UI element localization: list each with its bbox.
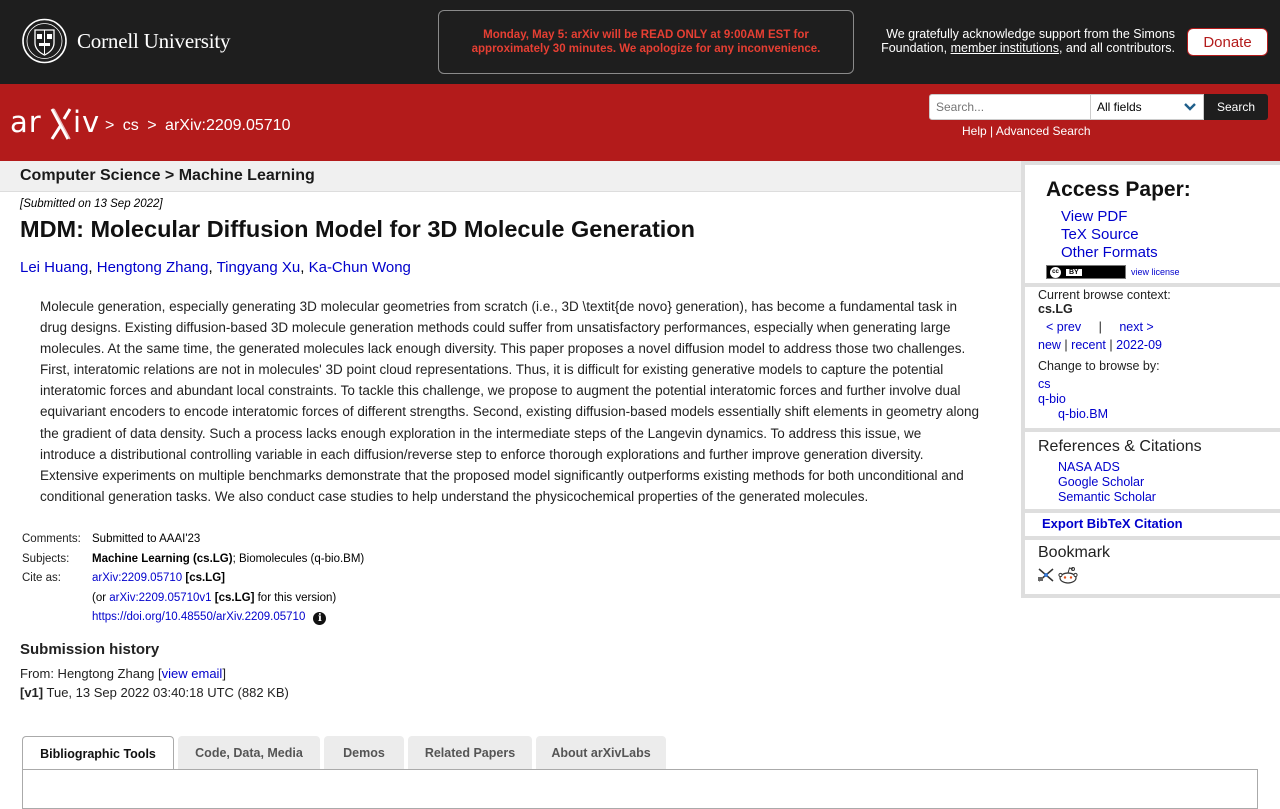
cc-by-license-badge[interactable] [1046, 265, 1126, 279]
other-formats-link[interactable]: Other Formats [1061, 244, 1158, 261]
submission-history-heading: Submission history [20, 641, 160, 658]
cornell-university-label: Cornell University [77, 28, 231, 53]
new-link[interactable]: new [1038, 338, 1061, 352]
listing-nav [1038, 338, 1162, 352]
comments-value: Submitted to AAAI'23 [92, 533, 201, 545]
view-email-link[interactable]: view email [161, 666, 223, 681]
cite-value [90, 569, 366, 589]
browse-context-value: cs.LG [1038, 302, 1073, 316]
references-box [1025, 432, 1280, 509]
abstract: Molecule generation, especially generating 3D molecular geometries from scratch (i.e., 3D \textit{de novo} generation), has become a fundamental task in drug designs. Existing diffusion-based 3D molecule generation methods could suffer from unsatisfactory performances, especially when generating large molecules. At the same time, the generated molecules lack enough diversity. This paper proposes a novel diffusion model to address those two challenges. First, interatomic relations are not in molecules' 3D point cloud representations. Thus, it is difficult for existing generative models to capture the potential interatomic forces and abundant local constraints. To tackle this challenge, we propose to augment the potential interatomic forces and further involve dual equivariant encoders to encode interatomic forces of different strengths. Second, existing diffusion-based models essentially shift elements in geometry along the gradient of data density. Such a process lacks enough exploration in the intermediate steps of the Langevin dynamics. To address this issue, we introduce a distributional controlling variable in each diffusion/reverse step to enforce thorough explorations and further improve generation diversity. Extensive experiments on multiple benchmarks demonstrate that the proposed model significantly outperforms existing methods for both unconditional and conditional generation tasks. We also conduct case studies to help understand the physicochemical properties of the generated molecules. [40, 299, 980, 504]
semantic-scholar-link[interactable]: Semantic Scholar [1058, 490, 1156, 504]
view-license-link[interactable]: view license [1131, 267, 1180, 277]
bibsonomy-icon[interactable] [1038, 568, 1054, 582]
submission-date: [Submitted on 13 Sep 2022] [20, 198, 163, 210]
breadcrumb-paper-id[interactable]: arXiv:2209.05710 [165, 117, 291, 134]
access-links [1061, 208, 1158, 262]
tab-demos[interactable]: Demos [324, 736, 404, 769]
listing-separator: | [1064, 338, 1068, 352]
doi-row [20, 608, 366, 628]
primary-subject: Machine Learning (cs.LG) [92, 552, 233, 565]
support-text-prefix: We gratefully acknowledge support from the Simons Foundation, [881, 27, 1175, 55]
help-link[interactable]: Help [962, 124, 987, 138]
cite-version-value [90, 589, 366, 609]
svg-text:ar: ar [10, 105, 42, 139]
bibtex-box [1025, 513, 1280, 536]
reddit-icon[interactable] [1058, 566, 1078, 584]
help-separator: | [990, 124, 994, 138]
subjects-row [20, 550, 366, 570]
svg-text:iv: iv [73, 105, 101, 139]
search-button[interactable]: Search [1204, 94, 1268, 120]
tab-bibliographic-tools[interactable]: Bibliographic Tools [22, 736, 174, 770]
by-attribution-icon: BY [1066, 269, 1082, 276]
references-links [1058, 460, 1156, 505]
author-link[interactable]: Hengtong Zhang [96, 259, 209, 276]
references-heading: References & Citations [1038, 438, 1202, 455]
version-label: [v1] [20, 685, 44, 700]
arxiv-logo-link[interactable] [10, 103, 102, 150]
paper-title: MDM: Molecular Diffusion Model for 3D Molecule Generation [20, 216, 696, 242]
author-link[interactable]: Lei Huang [20, 259, 89, 276]
tab-related-papers[interactable]: Related Papers [408, 736, 532, 769]
chevron-down-icon [1183, 102, 1197, 112]
cite-version-category: [cs.LG] [214, 591, 255, 604]
secondary-subjects: ; Biomolecules (q-bio.BM) [232, 552, 365, 565]
search-form [929, 94, 1268, 120]
info-icon[interactable]: i [313, 612, 326, 625]
submission-from [20, 666, 226, 681]
search-field-value: All fields [1097, 100, 1142, 114]
subjects-label: Subjects: [22, 552, 70, 565]
breadcrumb-separator: > [105, 117, 115, 134]
view-pdf-link[interactable]: View PDF [1061, 208, 1128, 225]
submitter-bracket: ] [222, 666, 226, 681]
support-acknowledgement [875, 27, 1175, 55]
tab-code-data-media[interactable]: Code, Data, Media [178, 736, 320, 769]
arxiv-header [0, 84, 1280, 161]
nasa-ads-link[interactable]: NASA ADS [1058, 460, 1120, 474]
breadcrumb-cs[interactable]: cs [122, 117, 139, 134]
browse-context-box [1025, 287, 1280, 428]
help-links [962, 124, 1091, 138]
version-entry [20, 685, 289, 700]
cite-row [20, 569, 366, 589]
cite-version-suffix: for this version) [257, 591, 337, 604]
labs-tabs [22, 736, 670, 770]
cite-version-link[interactable]: arXiv:2209.05710v1 [109, 591, 212, 604]
month-link[interactable]: 2022-09 [1116, 338, 1162, 352]
cite-id-link[interactable]: arXiv:2209.05710 [92, 572, 183, 584]
cite-label: Cite as: [22, 572, 61, 584]
donate-button[interactable]: Donate [1187, 28, 1268, 56]
cornell-logo-link[interactable] [22, 18, 230, 64]
maintenance-notice: Monday, May 5: arXiv will be READ ONLY at 9:00AM EST for approximately 30 minutes. We apologize for any inconvenience. [438, 10, 854, 74]
version-date: Tue, 13 Sep 2022 03:40:18 UTC (882 KB) [46, 685, 289, 700]
author-link[interactable]: Tingyang Xu [216, 259, 301, 276]
cite-version-row [20, 589, 366, 609]
tab-panel [22, 769, 1258, 809]
bookmark-heading: Bookmark [1038, 544, 1111, 561]
comments-label: Comments: [22, 533, 81, 545]
browse-context-label: Current browse context: [1038, 288, 1171, 302]
sidebar [1021, 161, 1280, 598]
prev-link[interactable]: < prev [1046, 320, 1082, 334]
breadcrumb-separator: > [147, 117, 157, 134]
metadata-table [20, 530, 366, 628]
browse-cs-link[interactable]: cs [1038, 377, 1051, 391]
breadcrumb [105, 117, 294, 135]
top-banner [0, 0, 1280, 84]
category-heading: Computer Science > Machine Learning [0, 161, 1021, 192]
access-paper-heading: Access Paper: [1046, 178, 1191, 201]
recent-link[interactable]: recent [1071, 338, 1106, 352]
doi-value [90, 608, 366, 628]
bookmark-box [1025, 540, 1280, 594]
browse-qbio-bm-link[interactable]: q-bio.BM [1058, 407, 1109, 421]
prev-next-nav [1046, 320, 1154, 334]
advanced-search-link[interactable]: Advanced Search [995, 124, 1091, 138]
subjects-value [90, 550, 366, 570]
comments-row [20, 530, 366, 550]
support-text-suffix: , and all contributors. [1058, 41, 1175, 55]
tab-about-arxivlabs[interactable]: About arXivLabs [536, 736, 666, 769]
arxiv-logo-icon [10, 103, 102, 145]
change-browse-label: Change to browse by: [1038, 359, 1160, 373]
listing-separator: | [1109, 338, 1113, 352]
next-link[interactable]: next > [1119, 320, 1154, 334]
browse-qbio-link[interactable]: q-bio [1038, 392, 1066, 406]
member-institutions-link[interactable]: member institutions [950, 41, 1059, 55]
cornell-seal-icon [22, 18, 67, 64]
cite-or-text: (or [92, 591, 107, 604]
export-bibtex-link[interactable]: Export BibTeX Citation [1042, 516, 1183, 531]
tex-source-link[interactable]: TeX Source [1061, 226, 1139, 243]
search-field-select[interactable] [1091, 94, 1204, 120]
creative-commons-icon: cc [1050, 267, 1061, 278]
search-input[interactable] [929, 94, 1091, 120]
cite-category: [cs.LG] [185, 572, 225, 584]
nav-separator: | [1098, 320, 1102, 334]
author-list: Lei Huang, Hengtong Zhang, Tingyang Xu, Ka-Chun Wong [20, 259, 411, 276]
access-paper-box [1025, 165, 1280, 283]
doi-link[interactable]: https://doi.org/10.48550/arXiv.2209.05710 [92, 611, 306, 623]
author-link[interactable]: Ka-Chun Wong [308, 259, 411, 276]
submitter-text: From: Hengtong Zhang [ [20, 666, 162, 681]
google-scholar-link[interactable]: Google Scholar [1058, 475, 1145, 489]
